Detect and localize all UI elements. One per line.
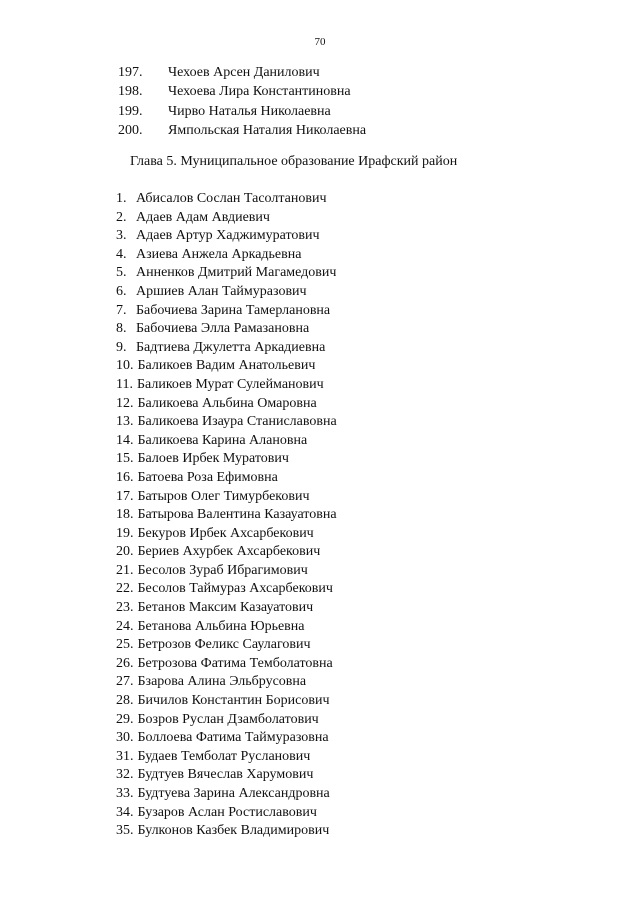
list-item-number: 25. xyxy=(116,637,134,653)
list-item xyxy=(116,655,337,674)
list-item xyxy=(116,413,337,432)
list-item xyxy=(116,357,337,376)
list-item xyxy=(116,209,337,228)
list-item-number: 35. xyxy=(116,823,134,839)
list-item-number: 10. xyxy=(116,358,134,374)
list-item xyxy=(116,339,337,358)
list-item-number: 11. xyxy=(116,376,133,392)
list-item-name: Бзарова Алина Эльбрусовна xyxy=(137,674,307,690)
list-item-number: 24. xyxy=(116,618,134,634)
list-item-number: 34. xyxy=(116,804,134,820)
list-item xyxy=(116,580,337,599)
list-item xyxy=(116,822,337,841)
list-item-name: Баликоева Альбина Омаровна xyxy=(137,395,317,411)
list-item xyxy=(116,711,337,730)
list-item xyxy=(116,748,337,767)
list-item-name: Бетанова Альбина Юрьевна xyxy=(137,618,305,634)
list-item-name: Батырова Валентина Казауатовна xyxy=(137,507,337,523)
list-item-number: 6. xyxy=(116,283,127,299)
list-item-name: Аршиев Алан Таймуразович xyxy=(136,283,307,299)
list-item-name: Чехоев Арсен Данилович xyxy=(168,65,320,80)
list-item-name: Бичилов Константин Борисович xyxy=(137,693,330,709)
list-item-number: 1. xyxy=(116,191,127,206)
list-item xyxy=(116,599,337,618)
list-item xyxy=(118,102,366,121)
list-item-number: 200. xyxy=(118,123,143,139)
list-item-number: 12. xyxy=(116,395,134,411)
list-item-number: 197. xyxy=(118,65,143,80)
list-item xyxy=(116,246,337,265)
list-item-name: Боллоева Фатима Таймуразовна xyxy=(137,730,329,746)
list-item xyxy=(116,227,337,246)
list-item xyxy=(116,376,337,395)
list-item-number: 14. xyxy=(116,432,134,448)
list-item-number: 20. xyxy=(116,544,134,560)
list-item-number: 13. xyxy=(116,414,134,430)
list-item xyxy=(116,562,337,581)
list-item xyxy=(118,82,366,101)
page-number: 70 xyxy=(314,36,326,48)
chapter-heading: Глава 5. Муниципальное образование Ирафский район xyxy=(130,154,458,169)
list-item xyxy=(116,729,337,748)
list-item-name: Бабочиева Элла Рамазановна xyxy=(136,321,310,337)
list-item-number: 17. xyxy=(116,488,134,504)
list-item-number: 28. xyxy=(116,693,134,709)
list-item-name: Бетанов Максим Казауатович xyxy=(137,600,314,616)
list-item-name: Чехоева Лира Константиновна xyxy=(168,84,351,100)
list-item xyxy=(116,785,337,804)
list-item xyxy=(116,432,337,451)
list-item-name: Баликоев Мурат Сулейманович xyxy=(136,376,324,392)
list-item-name: Бесолов Зураб Ибрагимович xyxy=(137,562,308,578)
list-item-name: Адаев Адам Авдиевич xyxy=(136,209,270,225)
list-item xyxy=(116,618,337,637)
list-item xyxy=(116,190,337,209)
list-item-number: 15. xyxy=(116,451,134,467)
chapter-list xyxy=(116,190,337,841)
list-item-number: 8. xyxy=(116,321,127,337)
list-item xyxy=(118,63,366,82)
list-item-name: Будаев Темболат Русланович xyxy=(137,748,311,764)
list-item-name: Будтуев Вячеслав Харумович xyxy=(137,767,314,783)
list-item xyxy=(116,506,337,525)
list-item-number: 30. xyxy=(116,730,134,746)
list-item-number: 19. xyxy=(116,525,134,541)
list-item-name: Бузаров Аслан Ростиславович xyxy=(137,804,317,820)
list-item-name: Бериев Ахурбек Ахсарбекович xyxy=(137,544,321,560)
list-item xyxy=(116,692,337,711)
list-item-name: Бетрозов Феликс Саулагович xyxy=(137,637,311,653)
list-item-name: Чирво Наталья Николаевна xyxy=(168,103,331,119)
list-item-name: Бетрозова Фатима Темболатовна xyxy=(137,655,333,671)
list-item-number: 7. xyxy=(116,302,127,318)
list-item-number: 22. xyxy=(116,581,134,597)
list-item-name: Анненков Дмитрий Магамедович xyxy=(136,265,337,281)
list-item-number: 3. xyxy=(116,228,127,244)
list-item-name: Баликоева Карина Алановна xyxy=(137,432,308,448)
list-item-number: 199. xyxy=(118,103,143,119)
list-item-number: 32. xyxy=(116,767,134,783)
list-item-number: 27. xyxy=(116,674,134,690)
list-item-number: 21. xyxy=(116,562,134,578)
list-item-name: Бадтиева Джулетта Аркадиевна xyxy=(136,339,326,355)
previous-chapter-list xyxy=(118,63,366,141)
list-item-name: Бекуров Ирбек Ахсарбекович xyxy=(137,525,314,541)
list-item xyxy=(116,469,337,488)
list-item-name: Бозров Руслан Дзамболатович xyxy=(137,711,319,727)
list-item xyxy=(116,264,337,283)
list-item xyxy=(116,766,337,785)
list-item-number: 26. xyxy=(116,655,134,671)
list-item xyxy=(116,673,337,692)
list-item-number: 2. xyxy=(116,209,127,225)
list-item-name: Адаев Артур Хаджимуратович xyxy=(136,228,320,244)
list-item xyxy=(118,121,366,140)
list-item-number: 31. xyxy=(116,748,134,764)
list-item-name: Баликоев Вадим Анатольевич xyxy=(137,358,316,374)
list-item xyxy=(116,302,337,321)
list-item-number: 198. xyxy=(118,84,143,100)
list-item xyxy=(116,636,337,655)
list-item-name: Бабочиева Зарина Тамерлановна xyxy=(136,302,331,318)
list-item-number: 5. xyxy=(116,265,127,281)
list-item-number: 29. xyxy=(116,711,134,727)
list-item xyxy=(116,450,337,469)
list-item xyxy=(116,320,337,339)
list-item-name: Баликоева Изаура Станиславовна xyxy=(137,414,337,430)
list-item-number: 9. xyxy=(116,339,127,355)
list-item xyxy=(116,488,337,507)
list-item-name: Балоев Ирбек Муратович xyxy=(137,451,289,467)
list-item-number: 23. xyxy=(116,600,134,616)
list-item-name: Азиева Анжела Аркадьевна xyxy=(136,246,302,262)
list-item-number: 18. xyxy=(116,507,134,523)
list-item xyxy=(116,525,337,544)
list-item xyxy=(116,804,337,823)
list-item xyxy=(116,283,337,302)
list-item-name: Будтуева Зарина Александровна xyxy=(137,786,330,801)
list-item-number: 16. xyxy=(116,469,134,485)
list-item-name: Батоева Роза Ефимовна xyxy=(137,469,278,485)
list-item-number: 4. xyxy=(116,246,127,262)
list-item-name: Бесолов Таймураз Ахсарбекович xyxy=(137,581,333,597)
list-item-name: Булконов Казбек Владимирович xyxy=(137,823,330,839)
list-item-name: Абисалов Сослан Тасолтанович xyxy=(136,191,327,206)
list-item-name: Ямпольская Наталия Николаевна xyxy=(168,123,367,139)
list-item-name: Батыров Олег Тимурбекович xyxy=(137,488,310,504)
list-item xyxy=(116,395,337,414)
list-item xyxy=(116,543,337,562)
list-item-number: 33. xyxy=(116,786,134,801)
